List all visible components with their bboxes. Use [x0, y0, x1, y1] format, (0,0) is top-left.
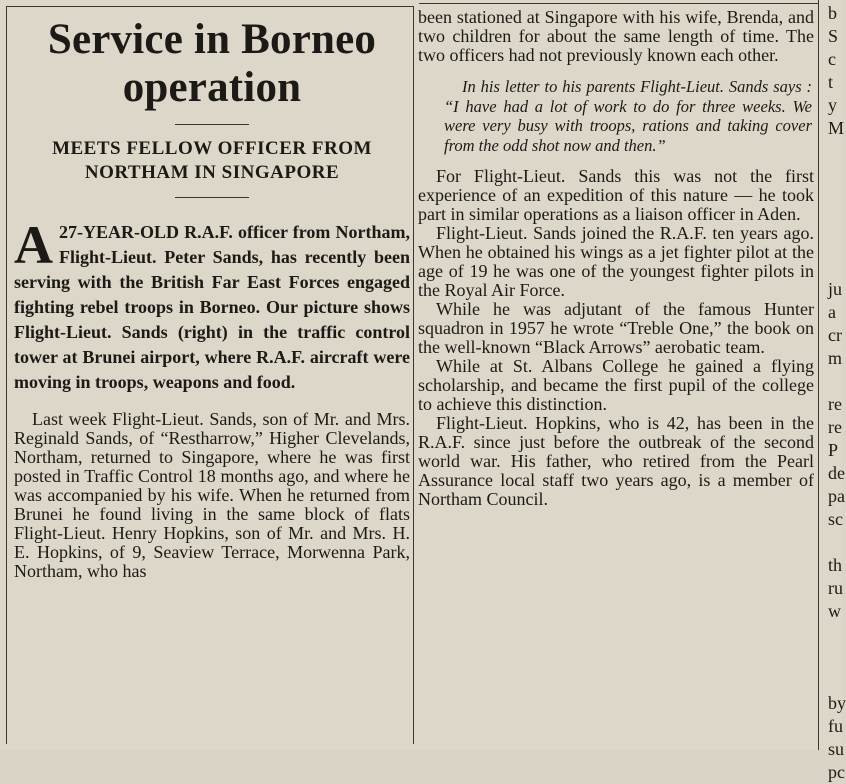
adjacent-column-fragment-line: S	[828, 26, 839, 46]
subheadline-divider	[175, 197, 249, 198]
adjacent-column-fragment-line	[824, 163, 842, 186]
adjacent-column-fragment-line: ru	[828, 578, 843, 598]
article-paragraph: While he was adjutant of the famous Hunter squadron in 1957 he wrote “Treble One,” the book on the well-known “Black Arrows” aerobatic team.	[418, 299, 814, 357]
adjacent-column-fragment-line: cr	[828, 325, 842, 345]
headline-divider	[175, 124, 249, 125]
letter-quote: In his letter to his parents Flight-Lieut. Sands says : “I have had a lot of work to do for three weeks. We were very busy with troops, rations and taking cover from the odd shot now and then.”	[444, 77, 812, 155]
adjacent-column-fragment-line: ju	[828, 279, 843, 299]
adjacent-column-fragment-line: pa	[828, 486, 845, 506]
column-divider-rule	[413, 6, 414, 744]
adjacent-column-fragment-line: y	[828, 95, 837, 115]
adjacent-column-fragment-line: P	[828, 440, 839, 460]
adjacent-column-fragment-line: m	[828, 348, 843, 368]
article-column-2	[418, 8, 814, 744]
adjacent-column-lines	[824, 0, 846, 784]
adjacent-column-fragment-line: c	[828, 49, 836, 69]
adjacent-column-fragment-line	[824, 646, 842, 669]
adjacent-column-fragment-line: su	[828, 739, 845, 759]
left-border-rule	[6, 6, 7, 744]
adjacent-column-fragment-line: b	[828, 3, 837, 23]
adjacent-column-fragment-line: pc	[828, 762, 845, 782]
adjacent-column-fragment-line	[824, 669, 842, 692]
article-column-1	[14, 8, 410, 744]
adjacent-column-fragment-line: by	[828, 693, 846, 713]
article-paragraph: For Flight-Lieut. Sands this was not the first experience of an expedition of this nature — he took part in similar operations as a liaison officer in Aden.	[418, 166, 814, 224]
adjacent-column-fragment-line	[824, 209, 842, 232]
adjacent-column-fragment-line: re	[828, 394, 842, 414]
adjacent-column-fragment-line: re	[828, 417, 842, 437]
article-paragraph-continued: been stationed at Singapore with his wife, Brenda, and two children for about the same length of time. The two officers had not previously known each other.	[418, 7, 814, 65]
top-border-rule	[6, 6, 414, 7]
article-paragraph: While at St. Albans College he gained a flying scholarship, and became the first pupil of the college to achieve this distinction.	[418, 356, 814, 414]
article-paragraph: Flight-Lieut. Hopkins, who is 42, has been in the R.A.F. since just before the outbreak of the second world war. His father, who retired from the Pearl Assurance local staff two years ago, is a member of Northam Council.	[418, 413, 814, 509]
adjacent-column-fragment-line	[824, 255, 842, 278]
adjacent-column-fragment-line: fu	[828, 716, 843, 736]
adjacent-column-fragment-line	[824, 623, 842, 646]
drop-cap: A	[14, 215, 53, 275]
adjacent-column-fragment-line: de	[828, 463, 845, 483]
adjacent-column-fragment-line: sc	[828, 509, 843, 529]
adjacent-column-fragment-line	[824, 531, 842, 554]
adjacent-column-fragment-line	[824, 186, 842, 209]
article-headline: Service in Borneo operation	[47, 16, 377, 111]
article-lead-paragraph	[14, 215, 410, 395]
adjacent-column-fragment-line: t	[828, 72, 834, 92]
adjacent-column-fragment-line: a	[828, 302, 836, 322]
top-right-edge-rule	[419, 3, 818, 4]
adjacent-column-fragment	[824, 0, 846, 782]
adjacent-column-fragment-line: th	[828, 555, 843, 575]
adjacent-column-fragment-line	[824, 370, 842, 393]
lead-text: 27-YEAR-OLD R.A.F. officer from Northam, Flight-Lieut. Peter Sands, has recently been serving with the British Far East Forces engaged fighting rebel troops in Borneo. Our picture shows Flight-Lieut. Sands (right) in the traffic control tower at Brunei airport, where R.A.F. aircraft were moving in troops, weapons and food.	[14, 222, 410, 392]
adjacent-column-fragment-line: M	[828, 118, 845, 138]
article-paragraph: Flight-Lieut. Sands joined the R.A.F. ten years ago. When he obtained his wings as a jet fighter pilot at the age of 19 he was one of the youngest fighter pilots in the Royal Air Force.	[418, 223, 814, 300]
adjacent-column-fragment-line	[824, 232, 842, 255]
article-subheadline: MEETS FELLOW OFFICER FROM NORTHAM IN SINGAPORE	[52, 138, 372, 183]
column-divider-rule-right	[818, 0, 819, 750]
adjacent-column-fragment-line: w	[828, 601, 841, 621]
adjacent-column-fragment-line	[824, 140, 842, 163]
article-paragraph: Last week Flight-Lieut. Sands, son of Mr. and Mrs. Reginald Sands, of “Restharrow,” Higher Clevelands, Northam, returned to Singapore, where he was first posted in Traffic Control 18 months ago, and where he was accompanied by his wife. When he returned from Brunei he found living in the same block of flats Flight-Lieut. Henry Hopkins, son of Mr. and Mrs. H. E. Hopkins, of 9, Seaview Terrace, Morwenna Park, Northam, who has	[14, 409, 410, 581]
